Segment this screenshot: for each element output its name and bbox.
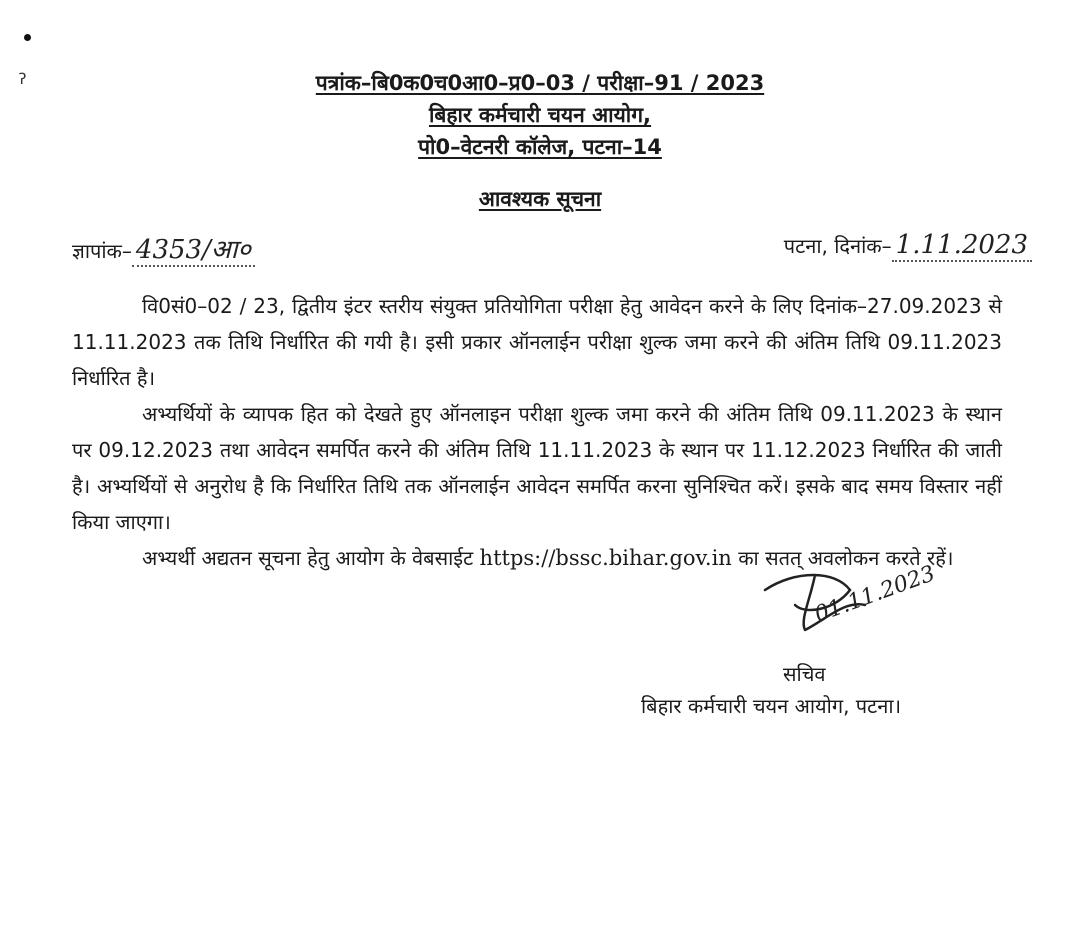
body-paragraph-1: वि0सं0–02 / 23, द्वितीय इंटर स्तरीय संयुक्त प्रतियोगिता परीक्षा हेतु आवेदन करने के लिए दिनांक–27.09.2023 से 11.11.2023 तक तिथि निर्धारित की गयी है। इसी प्रकार ऑनलाईन परीक्षा शुल्क जमा करने की अंतिम तिथि 09.11.2023 निर्धारित है। [72,294,1002,390]
paragraph-3-start: अभ्यर्थी अद्यतन सूचना हेतु आयोग के वेबसाईट [142,546,474,570]
office-name: बिहार कर्मचारी चयन आयोग, [428,103,652,127]
signature-date-handwritten: 01.11.2023 [811,561,939,628]
memo-number-handwritten: 4353/आ० [132,235,255,267]
paragraph-3-end: का सतत् अवलोकन करते रहें। [738,546,954,570]
margin-scribble-mark: ॽ [18,68,27,89]
signatory-designation: सचिव [783,662,826,686]
place-date-label: पटना, दिनांक– [783,234,892,258]
memo-label: ज्ञापांक– [72,239,132,263]
reference-number-line [0,70,1080,96]
margin-dot-mark [24,34,31,41]
office-address: पो0–वेटनरी कॉलेज, पटना–14 [418,135,662,159]
office-name-line [0,102,1080,128]
notice-title-line [0,186,1080,212]
date-handwritten: 1.11.2023 [892,230,1032,262]
date-field [784,230,1032,260]
body-paragraph-2: अभ्यर्थियों के व्यापक हित को देखते हुए ऑनलाइन परीक्षा शुल्क जमा करने की अंतिम तिथि 09.11.2023 के स्थान पर 09.12.2023 तथा आवेदन समर्पित करने की अंतिम तिथि 11.11.2023 के स्थान पर 11.12.2023 निर्धारित की जाती है। अभ्यर्थियों से अनुरोध है कि निर्धारित तिथि तक ऑनलाईन आवेदन समर्पित करना सुनिश्चित करें। इसके बाद समय विस्तार नहीं किया जाएगा। [72,402,1002,534]
memo-date-row [72,224,1032,265]
office-address-line [0,134,1080,160]
signatory-office: बिहार कर्मचारी चयन आयोग, पटना। [641,694,902,718]
reference-number: पत्रांक–बि0क0च0आ0–प्र0–03 / परीक्षा–91 / 2023 [315,71,765,95]
memo-field [72,230,255,266]
notice-title: आवश्यक सूचना [478,187,602,211]
website-url: https://bssc.bihar.gov.in [479,546,732,570]
